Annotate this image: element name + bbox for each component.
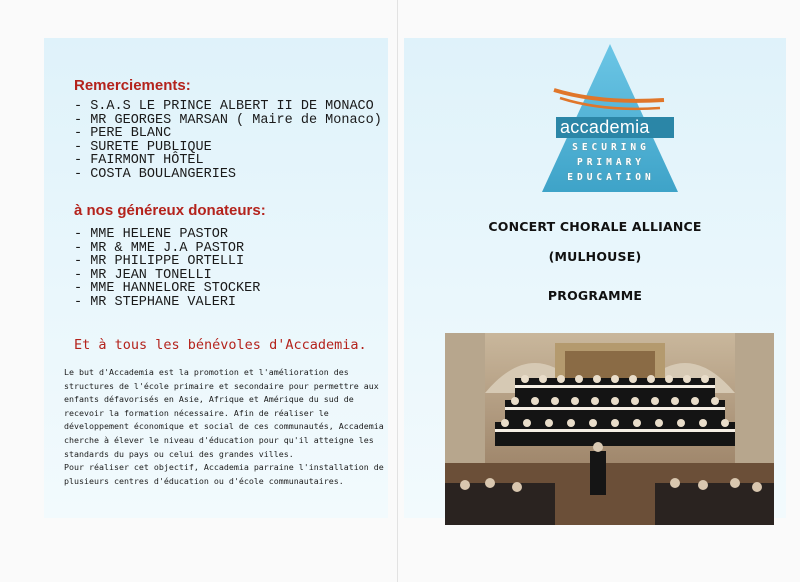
thanks-heading: Remerciements: [74,77,191,94]
thanks-item: - S.A.S LE PRINCE ALBERT II DE MONACO [74,99,374,114]
donors-item: - MR PHILIPPE ORTELLI [74,254,245,269]
thanks-item: - MR GEORGES MARSAN ( Maire de Monaco) [74,112,382,128]
thanks-item: - PERE BLANC [74,126,172,141]
donors-list [74,228,260,309]
logo-name: accademia [556,117,674,138]
donors-item: - MR & MME J.A PASTOR [74,240,245,256]
donors-item: - MR STEPHANE VALERI [74,294,237,310]
mission-paragraph-1: Le but d'Accademia est la promotion et l'amélioration des structures de l'école primaire et secondaire pour permettre aux enfants défavorisés en Asie, Afrique et Amérique du sud de recevoir la formation nécessaire. Afin de réaliser le développement économique et social de ces communautés, Accademia cherche à élever le niveau d'éducation pour qu'il atteigne les standards du pays ou celui des grandes villes. [64,367,384,459]
logo-tagline-1: SECURING [572,142,650,153]
fold-line [397,0,398,582]
thanks-item: - COSTA BOULANGERIES [74,166,237,182]
concert-title: CONCERT CHORALE ALLIANCE [488,219,702,234]
mission-text [64,366,384,488]
logo-tagline-3: EDUCATION [567,172,655,183]
logo-tagline-2: PRIMARY [576,157,646,168]
volunteers-line: Et à tous les bénévoles d'Accademia. [74,337,367,353]
thanks-item: - SURETE PUBLIQUE [74,139,212,155]
programme-heading: PROGRAMME [547,288,643,303]
concert-city: (MULHOUSE) [548,249,642,264]
donors-heading: à nos généreux donateurs: [74,202,266,219]
donors-item: - MME HANNELORE STOCKER [74,281,261,296]
choir-photo-icon [445,333,774,525]
choir-photo [445,333,774,525]
thanks-list [74,100,382,181]
thanks-item: - FAIRMONT HÔTEL [74,153,204,168]
donors-item: - MR JEAN TONELLI [74,267,212,283]
donors-item: - MME HELENE PASTOR [74,227,228,242]
mission-paragraph-2: Pour réaliser cet objectif, Accademia parraine l'installation de plusieurs centres d'éducation ou d'école communautaires. [64,462,384,486]
